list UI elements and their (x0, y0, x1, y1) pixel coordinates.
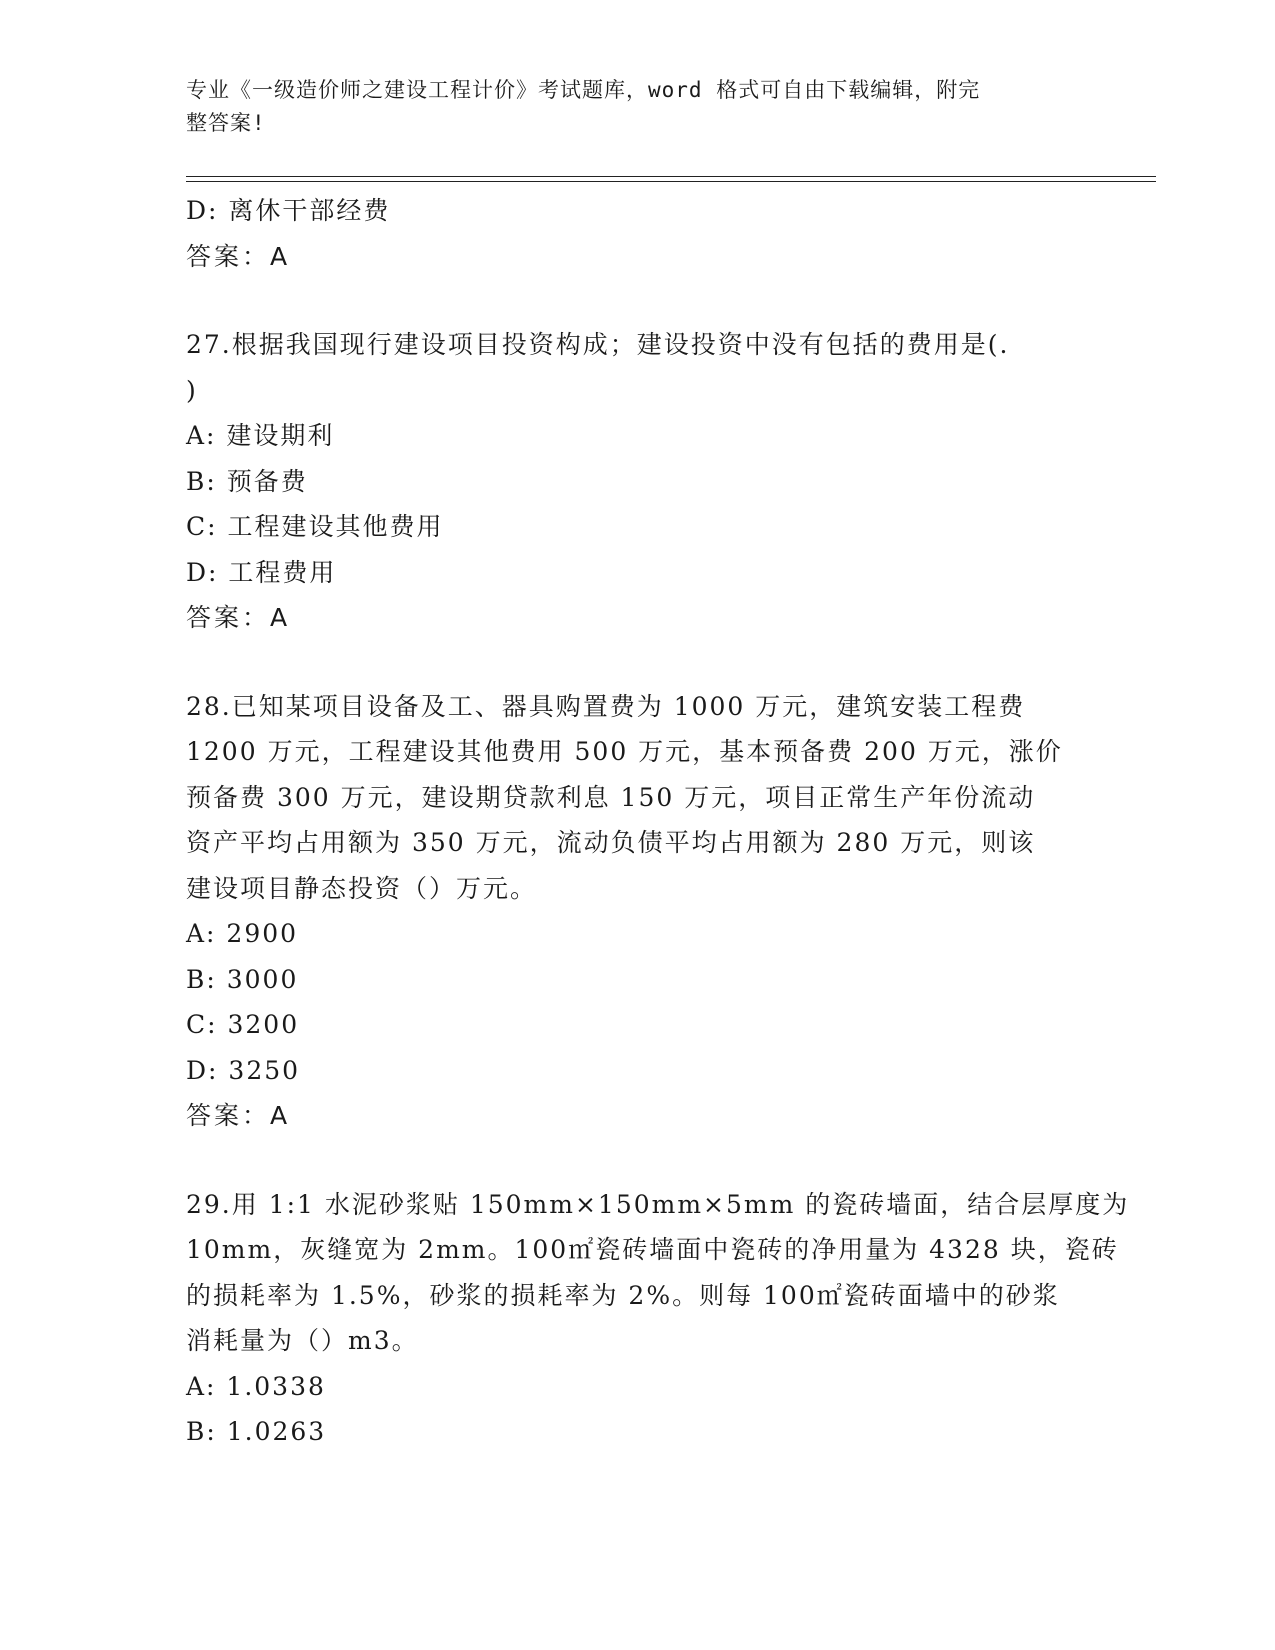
question-28-stem-line-4: 资产平均占用额为 350 万元，流动负债平均占用额为 280 万元，则该 (186, 828, 1036, 857)
question-29-stem-line-2: 10mm，灰缝宽为 2mm。100㎡瓷砖墙面中瓷砖的净用量为 4328 块，瓷砖 (186, 1235, 1119, 1264)
question-28-option-d: D: 3250 (186, 1055, 301, 1085)
header-line-1: 专业《一级造价师之建设工程计价》考试题库，word 格式可自由下载编辑，附完 (186, 78, 981, 102)
question-28-stem-line-3: 预备费 300 万元，建设期贷款利息 150 万元，项目正常生产年份流动 (186, 782, 1036, 812)
question-27-answer: 答案：A (186, 603, 291, 632)
question-28-stem-line-1: 28.已知某项目设备及工、器具购置费为 1000 万元，建筑安装工程费 (186, 691, 1026, 721)
question-29-option-a: A: 1.0338 (186, 1371, 326, 1401)
question-28-stem-line-5: 建设项目静态投资（）万元。 (186, 873, 538, 903)
question-27-option-d: D: 工程费用 (186, 557, 337, 587)
question-28-answer: 答案：A (186, 1101, 291, 1130)
header-divider-top (186, 176, 1156, 177)
question-27-option-c: C: 工程建设其他费用 (186, 512, 444, 541)
question-29-stem-line-4: 消耗量为（）m3。 (186, 1326, 419, 1355)
question-27 (186, 322, 1086, 641)
question-28-option-b: B: 3000 (186, 964, 299, 994)
question-27-option-a: A: 建设期利 (186, 421, 335, 450)
prev-answer: 答案：A (186, 241, 291, 271)
header-line-2: 整答案! (186, 111, 266, 135)
question-29-option-b: B: 1.0263 (186, 1417, 327, 1446)
question-27-stem-line-2: ) (186, 375, 198, 405)
question-28-option-c: C: 3200 (186, 1010, 300, 1039)
question-27-option-b: B: 预备费 (186, 466, 308, 496)
prev-option-d: D: 离休干部经费 (186, 196, 391, 225)
header-divider-bottom (186, 181, 1156, 182)
question-28-stem-line-2: 1200 万元，工程建设其他费用 500 万元，基本预备费 200 万元，涨价 (186, 737, 1063, 766)
document-header (186, 74, 1086, 140)
question-28-option-a: A: 2900 (186, 919, 299, 948)
question-29 (186, 1182, 1130, 1455)
question-content (186, 188, 1130, 1455)
question-28 (186, 684, 1086, 1139)
question-29-stem-line-1: 29.用 1:1 水泥砂浆贴 150mm×150mm×5mm 的瓷砖墙面，结合层厚度为 (186, 1189, 1130, 1219)
question-27-stem-line-1: 27.根据我国现行建设项目投资构成；建设投资中没有包括的费用是(. (186, 330, 1010, 359)
question-29-stem-line-3: 的损耗率为 1.5%，砂浆的损耗率为 2%。则每 100㎡瓷砖面墙中的砂浆 (186, 1280, 1060, 1310)
